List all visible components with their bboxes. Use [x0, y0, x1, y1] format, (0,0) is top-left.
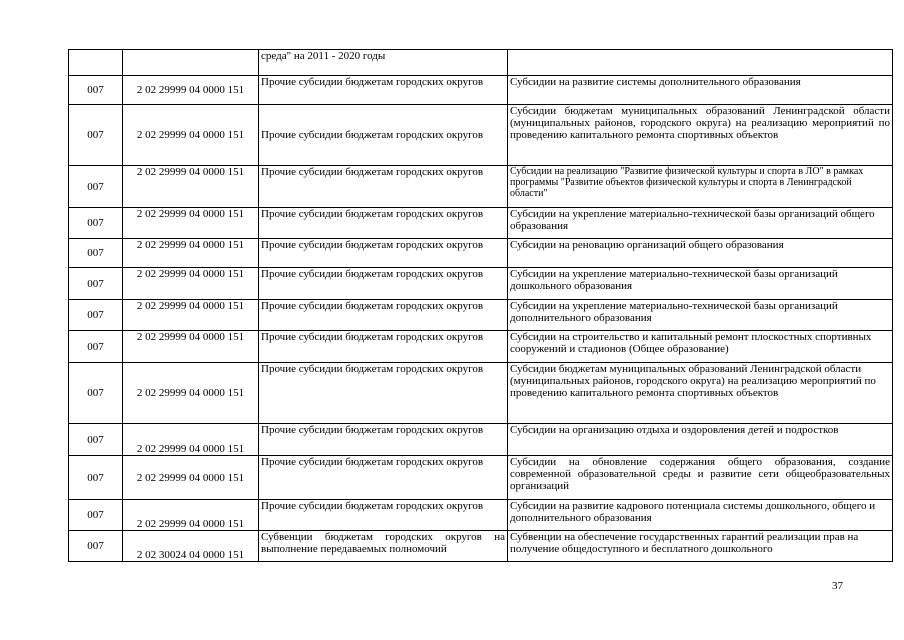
- income-name-cell: Субвенции бюджетам городских округов на выполнение передаваемых полномочий: [259, 531, 508, 562]
- admin-code-cell: 007: [69, 166, 123, 208]
- budget-code-cell: 2 02 29999 04 0000 151: [123, 300, 259, 331]
- purpose-cell: Субсидии на укрепление материально-технической базы организаций общего образования: [508, 208, 893, 239]
- table-row: [69, 76, 893, 105]
- budget-code-cell: 2 02 29999 04 0000 151: [123, 208, 259, 239]
- admin-code-cell: 007: [69, 105, 123, 166]
- table-row: [69, 50, 893, 76]
- page-number: 37: [832, 580, 843, 592]
- purpose-cell: [508, 50, 893, 76]
- table-row: [69, 531, 893, 562]
- admin-code-cell: 007: [69, 500, 123, 531]
- budget-code-cell: 2 02 29999 04 0000 151: [123, 105, 259, 166]
- budget-code-cell: 2 02 29999 04 0000 151: [123, 424, 259, 456]
- table-row: [69, 456, 893, 500]
- purpose-cell: Субсидии на строительство и капитальный ремонт плоскостных спортивных сооружений и стадионов (Общее образование): [508, 331, 893, 363]
- purpose-cell: Субвенции на обеспечение государственных гарантий реализации прав на получение общедоступного и бесплатного дошкольного: [508, 531, 893, 562]
- admin-code-cell: 007: [69, 208, 123, 239]
- admin-code-cell: 007: [69, 239, 123, 268]
- table-row: [69, 300, 893, 331]
- income-name-cell: Прочие субсидии бюджетам городских округов: [259, 300, 508, 331]
- table-row: [69, 239, 893, 268]
- purpose-cell: Субсидии на реализацию "Развитие физической культуры и спорта в ЛО" в рамках программы "Развитие объектов физической культуры и спорта в Ленинградской области": [508, 166, 893, 208]
- income-name-cell: Прочие субсидии бюджетам городских округов: [259, 239, 508, 268]
- admin-code-cell: 007: [69, 300, 123, 331]
- table-row: [69, 105, 893, 166]
- admin-code-cell: 007: [69, 268, 123, 300]
- table-row: [69, 208, 893, 239]
- purpose-cell: Субсидии на обновление содержания общего образования, создание современной образовательной среды и развитие сети общеобразовательных организаций: [508, 456, 893, 500]
- income-name-cell: Прочие субсидии бюджетам городских округов: [259, 500, 508, 531]
- budget-code-cell: 2 02 29999 04 0000 151: [123, 166, 259, 208]
- purpose-cell: Субсидии на реновацию организаций общего образования: [508, 239, 893, 268]
- budget-code-cell: 2 02 29999 04 0000 151: [123, 76, 259, 105]
- admin-code-cell: 007: [69, 424, 123, 456]
- income-name-cell: Прочие субсидии бюджетам городских округов: [259, 424, 508, 456]
- purpose-cell: Субсидии на развитие кадрового потенциала системы дошкольного, общего и дополнительного образования: [508, 500, 893, 531]
- budget-code-cell: 2 02 29999 04 0000 151: [123, 268, 259, 300]
- purpose-cell: Субсидии бюджетам муниципальных образований Ленинградской области (муниципальных районов, городского округа) на реализацию мероприятий по проведению капитального ремонта спортивных объектов: [508, 105, 893, 166]
- purpose-cell: Субсидии на организацию отдыха и оздоровления детей и подростков: [508, 424, 893, 456]
- budget-code-table: [68, 49, 893, 562]
- admin-code-cell: 007: [69, 331, 123, 363]
- budget-code-cell: 2 02 29999 04 0000 151: [123, 456, 259, 500]
- income-name-cell: Прочие субсидии бюджетам городских округов: [259, 208, 508, 239]
- admin-code-cell: 007: [69, 456, 123, 500]
- income-name-cell: Прочие субсидии бюджетам городских округов: [259, 105, 508, 166]
- income-name-cell: Прочие субсидии бюджетам городских округов: [259, 166, 508, 208]
- budget-code-cell: 2 02 29999 04 0000 151: [123, 500, 259, 531]
- admin-code-cell: [69, 50, 123, 76]
- budget-code-cell: 2 02 29999 04 0000 151: [123, 331, 259, 363]
- income-name-cell: Прочие субсидии бюджетам городских округов: [259, 456, 508, 500]
- income-name-cell: Прочие субсидии бюджетам городских округов: [259, 268, 508, 300]
- table-row: [69, 500, 893, 531]
- purpose-cell: Субсидии на развитие системы дополнительного образования: [508, 76, 893, 105]
- purpose-cell: Субсидии на укрепление материально-технической базы организаций дополнительного образования: [508, 300, 893, 331]
- budget-code-cell: 2 02 29999 04 0000 151: [123, 239, 259, 268]
- income-name-cell: Прочие субсидии бюджетам городских округов: [259, 363, 508, 424]
- table-row: [69, 268, 893, 300]
- table-row: [69, 166, 893, 208]
- table-row: [69, 363, 893, 424]
- purpose-cell: Субсидии бюджетам муниципальных образований Ленинградской области (муниципальных районов, городского округа) на реализацию мероприятий по проведению капитального ремонта спортивных объектов: [508, 363, 893, 424]
- budget-code-cell: 2 02 30024 04 0000 151: [123, 531, 259, 562]
- admin-code-cell: 007: [69, 363, 123, 424]
- income-name-cell: Прочие субсидии бюджетам городских округов: [259, 76, 508, 105]
- table-row: [69, 424, 893, 456]
- table-row: [69, 331, 893, 363]
- income-name-cell: среда" на 2011 - 2020 годы: [259, 50, 508, 76]
- admin-code-cell: 007: [69, 531, 123, 562]
- income-name-cell: Прочие субсидии бюджетам городских округов: [259, 331, 508, 363]
- budget-code-cell: [123, 50, 259, 76]
- budget-code-cell: 2 02 29999 04 0000 151: [123, 363, 259, 424]
- purpose-cell: Субсидии на укрепление материально-технической базы организаций дошкольного образования: [508, 268, 893, 300]
- admin-code-cell: 007: [69, 76, 123, 105]
